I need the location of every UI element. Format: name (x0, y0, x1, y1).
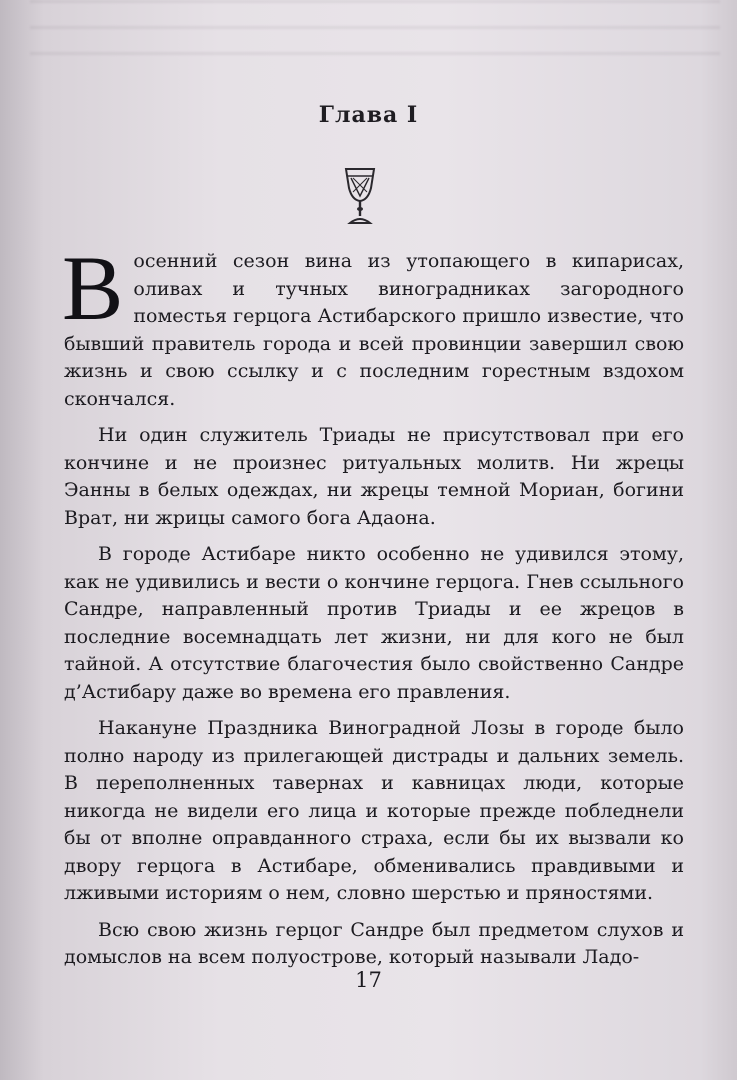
paragraph-4: Накануне Праздника Виноградной Лозы в городе было полно народу из прилегающей дистрады и дальних земель. В переполненных тавернах и кавницах люди, которые никогда не видели его лица и которые прежде побледнели бы от вполне оправданного страха, если бы их вызвали ко двору герцога в Астибаре, обменивались правдивыми и лживыми историям о нем, словно шерстью и пряностями. (64, 717, 684, 904)
drop-cap: В (62, 237, 124, 339)
paragraph-3: В городе Астибаре никто особенно не удивился этому, как не удивились и вести о кончине герцога. Гнев ссыльного Сандре, направленный против Триады и ее жрецов в последние восемнадцать лет жизни, ни для кого не был тайной. А отсутствие благочестия было свойственно Сандре д’Астибару даже во времена его правления. (64, 543, 684, 703)
chapter-text (62, 237, 684, 981)
paragraph-2: Ни один служитель Триады не присутствовал при его кончине и не произнес ритуальных молитв. Ни жрецы Эанны в белых одеждах, ни жрецы темной Мориан, богини Врат, ни жрицы самого бога Адаона. (64, 424, 684, 529)
paragraph-5: Всю свою жизнь герцог Сандре был предметом слухов и домыслов на всем полуострове, который называли Ладо- (64, 918, 684, 968)
page-number: 17 (355, 968, 382, 992)
show-through-text (30, 0, 720, 70)
goblet-icon (341, 166, 379, 228)
chapter-title: Глава I (318, 102, 419, 128)
paragraph-1 (62, 237, 684, 413)
paragraph-1-text: осенний сезон вина из утопающего в кипарисах, оливах и тучных виноградниках загородного поместья герцога Астибарского пришло известие, что бывший правитель города и всей провинции завершил свою жизнь и свою ссылку и с последним горестным вздохом скончался. (64, 250, 684, 410)
